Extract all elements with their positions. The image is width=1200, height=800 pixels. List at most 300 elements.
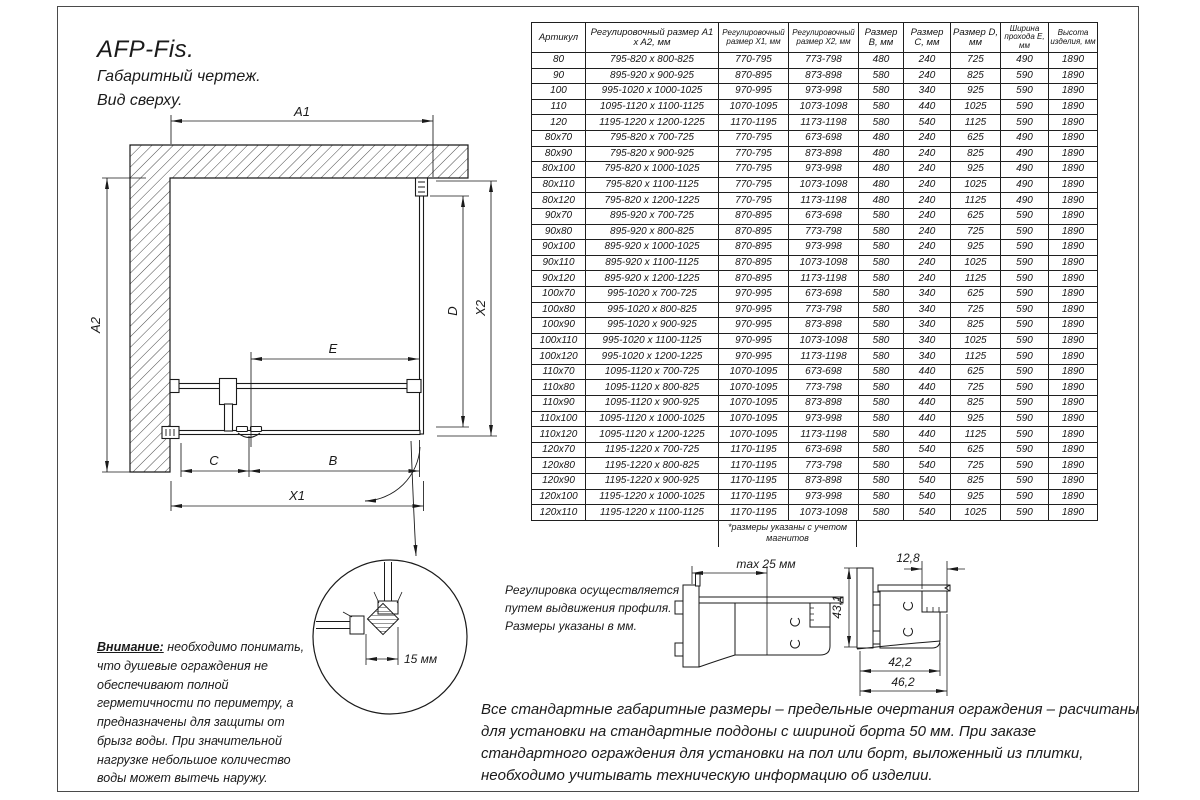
size-cell: 590 xyxy=(1001,286,1049,302)
size-cell: 1125 xyxy=(951,427,1001,443)
size-cell: 925 xyxy=(951,84,1001,100)
article-cell: 80x70 xyxy=(532,130,586,146)
size-cell: 540 xyxy=(904,505,951,521)
size-cell: 1890 xyxy=(1049,318,1098,334)
table-row xyxy=(532,146,1098,162)
size-cell: 973-998 xyxy=(789,240,859,256)
size-cell: 1170-1195 xyxy=(719,505,789,521)
dim-x2: X2 xyxy=(473,300,488,316)
size-cell: 825 xyxy=(951,318,1001,334)
article-cell: 100x80 xyxy=(532,302,586,318)
table-row xyxy=(532,349,1098,365)
size-cell: 1890 xyxy=(1049,458,1098,474)
dim-e: E xyxy=(328,341,338,356)
table-row xyxy=(532,53,1098,69)
size-cell: 925 xyxy=(951,240,1001,256)
size-cell: 240 xyxy=(904,177,951,193)
size-cell: 1095-1120 x 1100-1125 xyxy=(586,99,719,115)
size-cell: 1890 xyxy=(1049,240,1098,256)
size-cell: 895-920 x 800-825 xyxy=(586,224,719,240)
size-cell: 1890 xyxy=(1049,396,1098,412)
size-cell: 580 xyxy=(859,68,904,84)
size-cell: 873-898 xyxy=(789,474,859,490)
article-cell: 100x90 xyxy=(532,318,586,334)
table-row xyxy=(532,271,1098,287)
size-cell: 1890 xyxy=(1049,302,1098,318)
size-cell: 1073-1098 xyxy=(789,99,859,115)
size-cell: 795-820 x 1200-1225 xyxy=(586,193,719,209)
size-cell: 773-798 xyxy=(789,302,859,318)
size-cell: 673-698 xyxy=(789,208,859,224)
size-cell: 925 xyxy=(951,162,1001,178)
size-cell: 625 xyxy=(951,442,1001,458)
size-cell: 590 xyxy=(1001,474,1049,490)
size-cell: 580 xyxy=(859,442,904,458)
support-bar xyxy=(172,384,420,389)
size-table xyxy=(531,22,1098,521)
size-cell: 1095-1120 x 800-825 xyxy=(586,380,719,396)
size-cell: 1125 xyxy=(951,349,1001,365)
size-cell: 873-898 xyxy=(789,146,859,162)
size-cell: 240 xyxy=(904,53,951,69)
size-cell: 580 xyxy=(859,474,904,490)
size-cell: 870-895 xyxy=(719,255,789,271)
size-cell: 580 xyxy=(859,411,904,427)
article-cell: 80x110 xyxy=(532,177,586,193)
table-row xyxy=(532,396,1098,412)
size-cell: 240 xyxy=(904,255,951,271)
table-row xyxy=(532,224,1098,240)
size-cell: 1890 xyxy=(1049,177,1098,193)
size-cell: 1170-1195 xyxy=(719,442,789,458)
size-cell: 795-820 x 900-925 xyxy=(586,146,719,162)
size-cell: 1095-1120 x 900-925 xyxy=(586,396,719,412)
article-cell: 80x120 xyxy=(532,193,586,209)
size-cell: 773-798 xyxy=(789,224,859,240)
max-extension-label: max 25 мм xyxy=(736,557,796,571)
size-cell: 340 xyxy=(904,84,951,100)
size-cell: 590 xyxy=(1001,224,1049,240)
table-row xyxy=(532,411,1098,427)
table-row xyxy=(532,255,1098,271)
size-cell: 1070-1095 xyxy=(719,427,789,443)
article-cell: 120x90 xyxy=(532,474,586,490)
size-cell: 995-1020 x 1000-1025 xyxy=(586,84,719,100)
size-cell: 590 xyxy=(1001,84,1049,100)
support-bar-junction xyxy=(220,379,237,405)
size-cell: 795-820 x 800-825 xyxy=(586,53,719,69)
size-cell: 673-698 xyxy=(789,442,859,458)
size-cell: 1890 xyxy=(1049,193,1098,209)
dim-c: C xyxy=(209,453,219,468)
article-cell: 90x100 xyxy=(532,240,586,256)
size-cell: 540 xyxy=(904,489,951,505)
size-cell: 240 xyxy=(904,193,951,209)
size-cell: 625 xyxy=(951,208,1001,224)
size-cell: 480 xyxy=(859,177,904,193)
size-cell: 580 xyxy=(859,505,904,521)
size-cell: 1170-1195 xyxy=(719,489,789,505)
table-row xyxy=(532,489,1098,505)
size-cell: 1170-1195 xyxy=(719,115,789,131)
size-cell: 1125 xyxy=(951,193,1001,209)
size-cell: 895-920 x 1000-1025 xyxy=(586,240,719,256)
dim-a2: A2 xyxy=(88,317,103,333)
size-cell: 1125 xyxy=(951,115,1001,131)
size-cell: 773-798 xyxy=(789,380,859,396)
size-cell: 480 xyxy=(859,193,904,209)
size-cell: 1070-1095 xyxy=(719,411,789,427)
size-cell: 995-1020 x 1100-1125 xyxy=(586,333,719,349)
size-cell: 580 xyxy=(859,115,904,131)
size-cell: 240 xyxy=(904,224,951,240)
size-cell: 440 xyxy=(904,396,951,412)
size-cell: 1095-1120 x 700-725 xyxy=(586,364,719,380)
size-cell: 1890 xyxy=(1049,489,1098,505)
article-cell: 90x110 xyxy=(532,255,586,271)
size-cell: 580 xyxy=(859,208,904,224)
size-cell: 895-920 x 1200-1225 xyxy=(586,271,719,287)
col-b: Размер B, мм xyxy=(859,23,904,53)
size-cell: 1025 xyxy=(951,333,1001,349)
size-cell: 1173-1198 xyxy=(789,193,859,209)
size-cell: 870-895 xyxy=(719,271,789,287)
size-cell: 1195-1220 x 1000-1025 xyxy=(586,489,719,505)
size-cell: 1070-1095 xyxy=(719,396,789,412)
side-glass-panel xyxy=(420,180,424,434)
size-cell: 1095-1120 x 1200-1225 xyxy=(586,427,719,443)
article-cell: 120x110 xyxy=(532,505,586,521)
size-cell: 1890 xyxy=(1049,286,1098,302)
support-bar-post xyxy=(225,404,233,431)
article-cell: 90x80 xyxy=(532,224,586,240)
size-cell: 480 xyxy=(859,162,904,178)
article-cell: 120x100 xyxy=(532,489,586,505)
size-cell: 673-698 xyxy=(789,286,859,302)
size-cell: 590 xyxy=(1001,427,1049,443)
size-cell: 1890 xyxy=(1049,84,1098,100)
view-subtitle: Вид сверху. xyxy=(97,92,183,109)
size-cell: 970-995 xyxy=(719,318,789,334)
table-row xyxy=(532,193,1098,209)
outer-width-label: 46,2 xyxy=(891,675,915,689)
size-cell: 725 xyxy=(951,224,1001,240)
size-cell: 240 xyxy=(904,271,951,287)
size-cell: 340 xyxy=(904,333,951,349)
size-cell: 673-698 xyxy=(789,130,859,146)
size-cell: 1125 xyxy=(951,271,1001,287)
size-cell: 580 xyxy=(859,286,904,302)
col-article: Артикул xyxy=(532,23,586,53)
detail-leader xyxy=(411,441,416,556)
table-row xyxy=(532,84,1098,100)
article-cell: 100x110 xyxy=(532,333,586,349)
size-cell: 770-795 xyxy=(719,146,789,162)
size-cell: 240 xyxy=(904,146,951,162)
warning-lead: Внимание: xyxy=(97,640,164,654)
size-cell: 590 xyxy=(1001,115,1049,131)
size-cell: 590 xyxy=(1001,302,1049,318)
size-cell: 970-995 xyxy=(719,84,789,100)
size-cell: 1890 xyxy=(1049,208,1098,224)
size-cell: 773-798 xyxy=(789,458,859,474)
table-row xyxy=(532,240,1098,256)
size-cell: 240 xyxy=(904,208,951,224)
article-cell: 110x100 xyxy=(532,411,586,427)
size-cell: 725 xyxy=(951,53,1001,69)
size-cell: 240 xyxy=(904,240,951,256)
size-cell: 1173-1198 xyxy=(789,349,859,365)
size-cell: 995-1020 x 1200-1225 xyxy=(586,349,719,365)
size-cell: 625 xyxy=(951,364,1001,380)
size-cell: 590 xyxy=(1001,458,1049,474)
size-cell: 1890 xyxy=(1049,162,1098,178)
size-cell: 1890 xyxy=(1049,146,1098,162)
table-footnote: *размеры указаны с учетом магнитов xyxy=(718,521,857,547)
size-cell: 540 xyxy=(904,474,951,490)
table-row xyxy=(532,442,1098,458)
size-cell: 590 xyxy=(1001,364,1049,380)
size-cell: 480 xyxy=(859,53,904,69)
size-cell: 540 xyxy=(904,115,951,131)
col-e: Ширина прохода E, мм xyxy=(1001,23,1049,53)
size-cell: 770-795 xyxy=(719,193,789,209)
size-cell: 1890 xyxy=(1049,224,1098,240)
size-cell: 1195-1220 x 700-725 xyxy=(586,442,719,458)
size-cell: 795-820 x 1100-1125 xyxy=(586,177,719,193)
size-cell: 970-995 xyxy=(719,302,789,318)
size-cell: 1025 xyxy=(951,505,1001,521)
size-cell: 580 xyxy=(859,99,904,115)
size-cell: 1173-1198 xyxy=(789,271,859,287)
table-row xyxy=(532,115,1098,131)
model-title: AFP-Fis. xyxy=(97,36,195,63)
size-cell: 1890 xyxy=(1049,68,1098,84)
size-cell: 825 xyxy=(951,396,1001,412)
size-cell: 540 xyxy=(904,458,951,474)
installation-note: Все стандартные габаритные размеры – предельные очертания ограждения – расчитаны для установки на стандартные поддоны с шириной борта 50 мм. При заказе стандартного ограждения для установки на пол или борт, выложенный из плитки, необходимо учитывать техническую информацию об изделии. xyxy=(481,701,1139,785)
size-cell: 870-895 xyxy=(719,224,789,240)
size-cell: 580 xyxy=(859,255,904,271)
size-cell: 490 xyxy=(1001,146,1049,162)
article-cell: 110x90 xyxy=(532,396,586,412)
size-cell: 870-895 xyxy=(719,240,789,256)
size-cell: 1890 xyxy=(1049,99,1098,115)
size-cell: 580 xyxy=(859,224,904,240)
size-cell: 973-998 xyxy=(789,411,859,427)
size-cell: 580 xyxy=(859,380,904,396)
size-cell: 1073-1098 xyxy=(789,333,859,349)
size-cell: 590 xyxy=(1001,349,1049,365)
table-row xyxy=(532,130,1098,146)
table-row xyxy=(532,99,1098,115)
size-cell: 995-1020 x 900-925 xyxy=(586,318,719,334)
size-cell: 480 xyxy=(859,146,904,162)
col-x2: Регулировочный размер X2, мм xyxy=(789,23,859,53)
article-cell: 80x100 xyxy=(532,162,586,178)
size-cell: 873-898 xyxy=(789,68,859,84)
size-cell: 590 xyxy=(1001,489,1049,505)
table-row xyxy=(532,333,1098,349)
article-cell: 90 xyxy=(532,68,586,84)
size-cell: 490 xyxy=(1001,193,1049,209)
size-cell: 1890 xyxy=(1049,349,1098,365)
size-cell: 1173-1198 xyxy=(789,427,859,443)
size-cell: 580 xyxy=(859,458,904,474)
size-cell: 873-898 xyxy=(789,396,859,412)
size-cell: 440 xyxy=(904,364,951,380)
table-row xyxy=(532,380,1098,396)
size-table-body xyxy=(532,53,1098,521)
size-cell: 1170-1195 xyxy=(719,458,789,474)
detail-gap-label: 15 мм xyxy=(404,652,438,666)
table-row xyxy=(532,177,1098,193)
size-cell: 590 xyxy=(1001,271,1049,287)
drawing-subtitle: Габаритный чертеж. xyxy=(97,68,261,85)
article-cell: 100 xyxy=(532,84,586,100)
dim-b: B xyxy=(328,453,338,468)
size-cell: 580 xyxy=(859,271,904,287)
size-cell: 1070-1095 xyxy=(719,99,789,115)
size-cell: 590 xyxy=(1001,505,1049,521)
size-cell: 1195-1220 x 1100-1125 xyxy=(586,505,719,521)
size-cell: 1890 xyxy=(1049,271,1098,287)
size-cell: 440 xyxy=(904,380,951,396)
size-cell: 870-895 xyxy=(719,208,789,224)
profile-height-label: 43,1 xyxy=(830,595,844,619)
size-cell: 480 xyxy=(859,130,904,146)
size-cell: 1073-1098 xyxy=(789,255,859,271)
size-cell: 973-998 xyxy=(789,489,859,505)
table-row xyxy=(532,302,1098,318)
size-cell: 580 xyxy=(859,396,904,412)
size-cell: 895-920 x 700-725 xyxy=(586,208,719,224)
warning-text: необходимо понимать, что душевые ограждения не обеспечивают полной герметичности по периметру, а предназначены для защиты от брызг воды. При значительной нагрузке небольшое количество воды может вытечь наружу. xyxy=(97,640,305,786)
size-cell: 590 xyxy=(1001,68,1049,84)
table-row xyxy=(532,286,1098,302)
size-cell: 580 xyxy=(859,84,904,100)
table-row xyxy=(532,474,1098,490)
size-cell: 540 xyxy=(904,442,951,458)
table-row xyxy=(532,458,1098,474)
size-cell: 580 xyxy=(859,333,904,349)
size-cell: 490 xyxy=(1001,162,1049,178)
size-cell: 725 xyxy=(951,458,1001,474)
adjustable-profile-detail xyxy=(675,566,843,667)
article-cell: 110x70 xyxy=(532,364,586,380)
size-cell: 490 xyxy=(1001,130,1049,146)
inner-width-label: 42,2 xyxy=(888,655,912,669)
col-x1: Регулировочный размер X1, мм xyxy=(719,23,789,53)
article-cell: 110x80 xyxy=(532,380,586,396)
size-cell: 970-995 xyxy=(719,333,789,349)
table-row xyxy=(532,364,1098,380)
size-cell: 580 xyxy=(859,240,904,256)
size-cell: 770-795 xyxy=(719,177,789,193)
size-cell: 825 xyxy=(951,146,1001,162)
size-cell: 490 xyxy=(1001,53,1049,69)
size-cell: 590 xyxy=(1001,442,1049,458)
size-cell: 625 xyxy=(951,130,1001,146)
size-cell: 580 xyxy=(859,318,904,334)
article-cell: 90x70 xyxy=(532,208,586,224)
article-cell: 90x120 xyxy=(532,271,586,287)
size-cell: 440 xyxy=(904,411,951,427)
size-cell: 625 xyxy=(951,286,1001,302)
size-cell: 725 xyxy=(951,302,1001,318)
table-row xyxy=(532,208,1098,224)
size-cell: 1070-1095 xyxy=(719,364,789,380)
size-cell: 590 xyxy=(1001,318,1049,334)
size-cell: 590 xyxy=(1001,411,1049,427)
size-cell: 995-1020 x 700-725 xyxy=(586,286,719,302)
size-cell: 1890 xyxy=(1049,474,1098,490)
size-cell: 590 xyxy=(1001,208,1049,224)
size-cell: 1890 xyxy=(1049,380,1098,396)
size-cell: 795-820 x 700-725 xyxy=(586,130,719,146)
size-cell: 1073-1098 xyxy=(789,505,859,521)
article-cell: 120 xyxy=(532,115,586,131)
col-d: Размер D, мм xyxy=(951,23,1001,53)
size-cell: 1890 xyxy=(1049,442,1098,458)
size-cell: 873-898 xyxy=(789,318,859,334)
size-cell: 1890 xyxy=(1049,364,1098,380)
size-cell: 340 xyxy=(904,286,951,302)
size-cell: 240 xyxy=(904,130,951,146)
magnet-corner-detail xyxy=(313,560,467,714)
article-cell: 110x120 xyxy=(532,427,586,443)
size-cell: 1195-1220 x 900-925 xyxy=(586,474,719,490)
size-cell: 1890 xyxy=(1049,130,1098,146)
size-cell: 1025 xyxy=(951,255,1001,271)
size-cell: 770-795 xyxy=(719,162,789,178)
size-cell: 770-795 xyxy=(719,130,789,146)
size-cell: 440 xyxy=(904,99,951,115)
size-cell: 825 xyxy=(951,474,1001,490)
article-cell: 100x70 xyxy=(532,286,586,302)
size-cell: 1195-1220 x 800-825 xyxy=(586,458,719,474)
size-cell: 770-795 xyxy=(719,53,789,69)
size-cell: 970-995 xyxy=(719,286,789,302)
size-cell: 440 xyxy=(904,427,951,443)
size-cell: 1173-1198 xyxy=(789,115,859,131)
size-cell: 973-998 xyxy=(789,162,859,178)
col-height: Высота изделия, мм xyxy=(1049,23,1098,53)
size-cell: 673-698 xyxy=(789,364,859,380)
table-row xyxy=(532,318,1098,334)
size-cell: 1890 xyxy=(1049,427,1098,443)
size-cell: 1095-1120 x 1000-1025 xyxy=(586,411,719,427)
size-cell: 590 xyxy=(1001,240,1049,256)
table-row xyxy=(532,162,1098,178)
size-cell: 973-998 xyxy=(789,84,859,100)
size-cell: 590 xyxy=(1001,99,1049,115)
size-cell: 870-895 xyxy=(719,68,789,84)
size-cell: 340 xyxy=(904,302,951,318)
size-cell: 1890 xyxy=(1049,53,1098,69)
size-cell: 580 xyxy=(859,302,904,318)
size-cell: 925 xyxy=(951,411,1001,427)
size-cell: 340 xyxy=(904,318,951,334)
table-row xyxy=(532,68,1098,84)
size-cell: 240 xyxy=(904,68,951,84)
article-cell: 110 xyxy=(532,99,586,115)
col-c: Размер C, мм xyxy=(904,23,951,53)
size-cell: 590 xyxy=(1001,255,1049,271)
size-cell: 895-920 x 1100-1125 xyxy=(586,255,719,271)
size-cell: 825 xyxy=(951,68,1001,84)
wall-profile-left xyxy=(162,427,179,439)
